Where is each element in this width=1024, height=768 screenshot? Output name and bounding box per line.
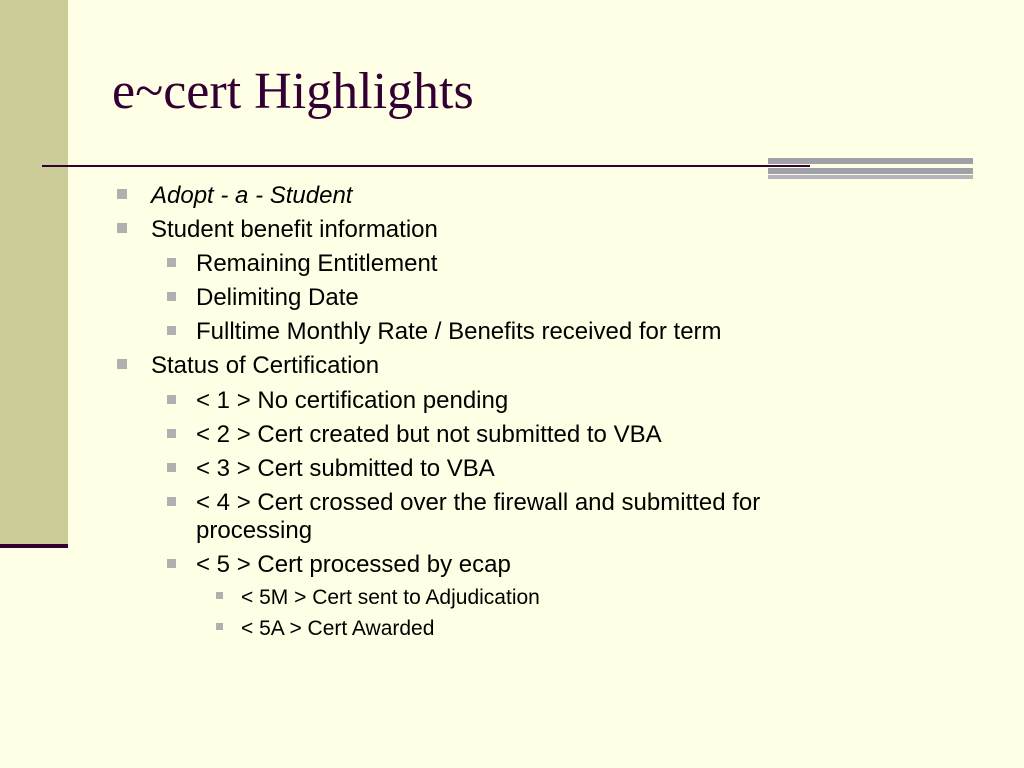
bullet-text: processing bbox=[196, 517, 313, 544]
sub-sub-bullet-item bbox=[241, 586, 540, 609]
bullet-text: Fulltime Monthly Rate / Benefits received for term bbox=[196, 318, 722, 345]
sub-sub-bullet-item bbox=[241, 617, 434, 640]
bullet-text: Delimiting Date bbox=[196, 284, 359, 311]
sub-bullet-item bbox=[196, 387, 508, 414]
bullet-text: < 5 > Cert processed by ecap bbox=[196, 551, 511, 578]
square-bullet-icon bbox=[117, 223, 127, 233]
square-bullet-icon bbox=[167, 463, 176, 472]
bullet-item bbox=[151, 182, 352, 209]
sub-bullet-item bbox=[196, 455, 495, 482]
bullet-text: < 5M > Cert sent to Adjudication bbox=[241, 586, 540, 609]
bullet-item bbox=[151, 216, 438, 243]
square-bullet-icon bbox=[167, 559, 176, 568]
sub-bullet-item bbox=[196, 421, 662, 448]
bullet-text: < 5A > Cert Awarded bbox=[241, 617, 435, 640]
square-bullet-icon bbox=[216, 623, 223, 630]
sub-bullet-continuation bbox=[196, 517, 312, 544]
bullet-text: Remaining Entitlement bbox=[196, 250, 438, 277]
square-bullet-icon bbox=[216, 592, 223, 599]
square-bullet-icon bbox=[167, 326, 176, 335]
sub-bullet-item bbox=[196, 284, 359, 311]
sub-bullet-item bbox=[196, 318, 722, 345]
bullet-text: < 4 > Cert crossed over the firewall and submitted for bbox=[196, 489, 761, 516]
sub-bullet-item bbox=[196, 551, 511, 578]
square-bullet-icon bbox=[117, 189, 127, 199]
sub-bullet-item bbox=[196, 489, 760, 516]
square-bullet-icon bbox=[167, 497, 176, 506]
square-bullet-icon bbox=[167, 258, 176, 267]
bullet-text: Adopt - a - Student bbox=[151, 182, 353, 209]
bullet-text: Student benefit information bbox=[151, 216, 438, 243]
bullet-text: Status of Certification bbox=[151, 352, 380, 379]
square-bullet-icon bbox=[167, 395, 176, 404]
square-bullet-icon bbox=[117, 359, 127, 369]
square-bullet-icon bbox=[167, 429, 176, 438]
bullet-text: < 1 > No certification pending bbox=[196, 387, 509, 414]
bullet-item bbox=[151, 352, 379, 379]
sub-bullet-item bbox=[196, 250, 437, 277]
square-bullet-icon bbox=[167, 292, 176, 301]
bullet-text: < 3 > Cert submitted to VBA bbox=[196, 455, 495, 482]
bullet-text: < 2 > Cert created but not submitted to VBA bbox=[196, 421, 662, 448]
slide-title: e~cert Highlights bbox=[112, 63, 474, 120]
